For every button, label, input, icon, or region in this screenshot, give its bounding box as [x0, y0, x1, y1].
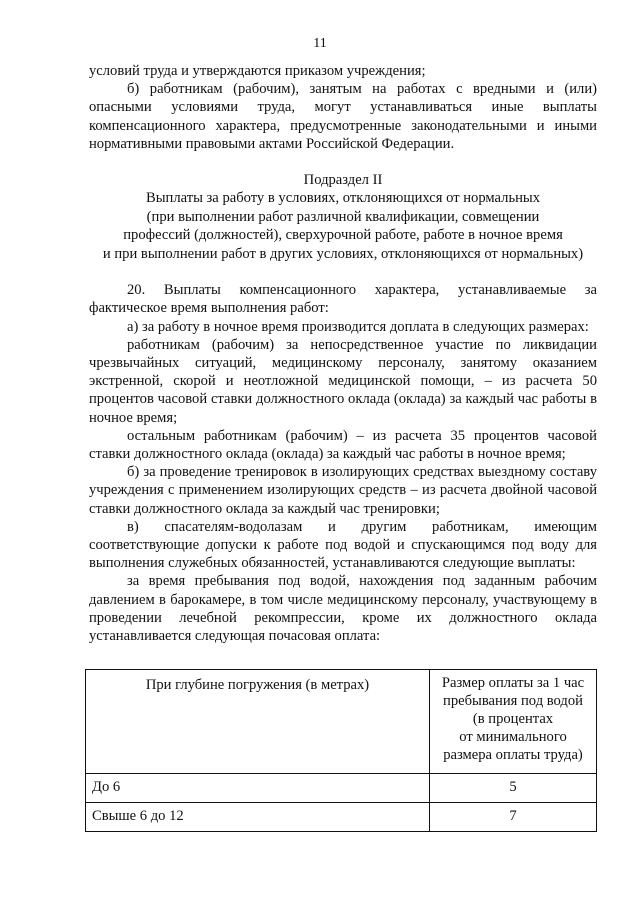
table-cell-depth: Свыше 6 до 12 [86, 803, 430, 832]
paragraph: б) работникам (рабочим), занятым на работах с вредными и (или) опасными условиями труда, могут устанавливаться иные выплаты компенсационного характера, предусмотренные законодательными и иными нормативными правовыми актами Российской Федерации. [89, 81, 597, 152]
table-cell-depth: До 6 [86, 774, 430, 803]
subsection-title-line: (при выполнении работ различной квалификации, совмещении [146, 208, 540, 225]
table-header-depth: При глубине погружения (в метрах) [86, 670, 430, 774]
paragraph: работникам (рабочим) за непосредственное участие по ликвидации чрезвычайных ситуаций, медицинскому персоналу, занятому оказанием экстренной, скорой и неотложной медицинской помощи, – из расчета 50 процентов часовой ставки должностного оклада (оклада) за каждый час работы в ночное время; [89, 336, 597, 426]
document-body [89, 62, 597, 645]
subsection-title-line: профессий (должностей), сверхурочной работе, работе в ночное время [123, 227, 563, 244]
paragraph: 20. Выплаты компенсационного характера, устанавливаемые за фактическое время выполнения работ: [89, 282, 597, 317]
subsection-title-line: и при выполнении работ в других условиях, отклоняющихся от нормальных) [102, 245, 584, 262]
table-row [86, 803, 597, 832]
table-cell-rate: 7 [430, 803, 597, 832]
subsection-title [89, 189, 597, 263]
table-cell-rate: 5 [430, 774, 597, 803]
table-header-rate-line: от минимального [459, 729, 567, 745]
subsection-label: Подраздел II [303, 172, 383, 189]
table-header-rate-line: размера оплаты труда) [443, 747, 583, 763]
payment-table [85, 669, 597, 832]
table-header-rate [430, 670, 597, 774]
table-header-rate-line: (в процентах [472, 711, 554, 727]
paragraph: а) за работу в ночное время производится доплата в следующих размерах: [127, 318, 589, 335]
table-row [86, 774, 597, 803]
page-number: 11 [313, 36, 327, 51]
paragraph: б) за проведение тренировок в изолирующих средствах выездному составу учреждения с применением изолирующих средств – из расчета двойной часовой ставки должностного оклада за каждый час тренировки; [89, 464, 597, 517]
paragraph: за время пребывания под водой, нахождения под заданным рабочим давлением в барокамере, в том числе медицинскому персоналу, участвующему в проведении лечебной рекомпрессии, кроме их должностного оклада устанавливается следующая почасовая оплата: [89, 573, 597, 645]
subsection-title-line: Выплаты за работу в условиях, отклоняющихся от нормальных [145, 190, 541, 207]
table-header-rate-line: Размер оплаты за 1 час [441, 675, 585, 691]
paragraph: в) спасателям-водолазам и другим работникам, имеющим соответствующие допуски к работе под водой и спускающимся под воду для выполнения служебных обязанностей, устанавливаются следующие выплаты: [89, 518, 597, 572]
paragraph: условий труда и утверждаются приказом учреждения; [89, 63, 426, 79]
table-header-rate-line: пребывания под водой [443, 693, 583, 709]
paragraph: остальным работникам (рабочим) – из расчета 35 процентов часовой ставки должностного оклада (оклада) за каждый час работы в ночное время; [89, 427, 597, 463]
table-header-row [86, 670, 597, 774]
